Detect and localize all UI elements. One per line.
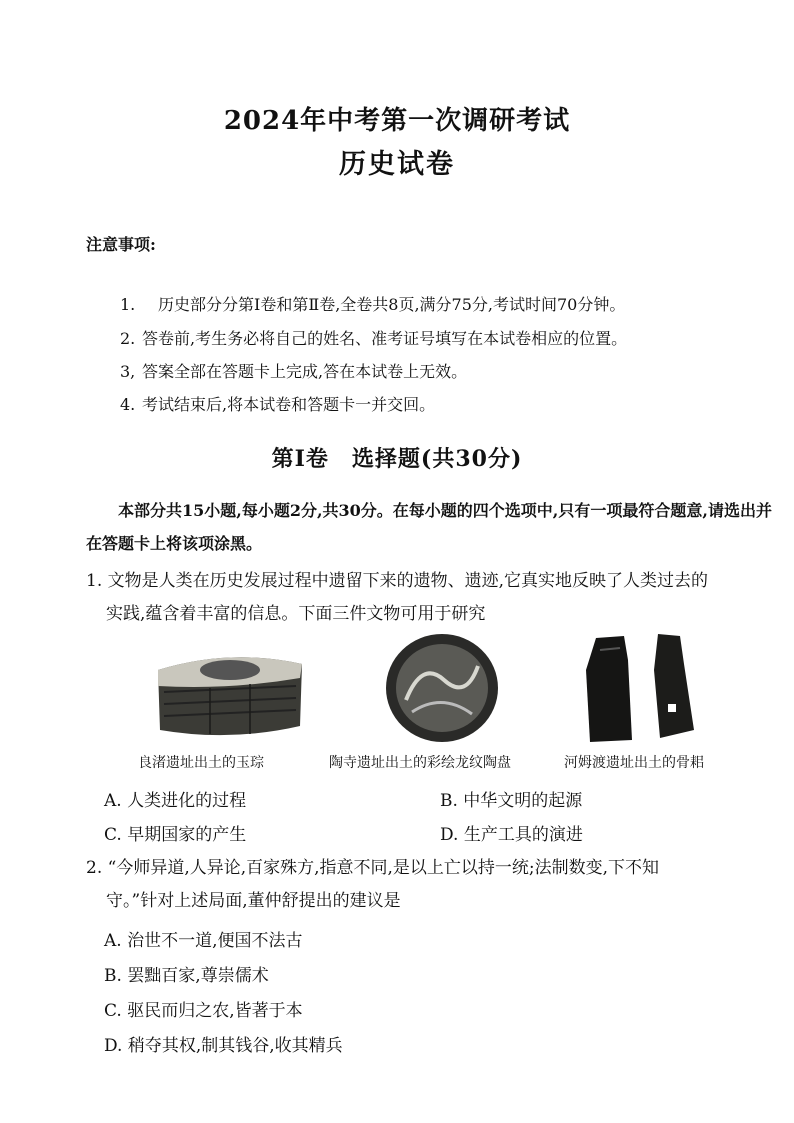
question-2-option-d[interactable]: D. 稍夺其权,制其钱谷,收其精兵 <box>104 1036 343 1056</box>
notice-item-number: 1. <box>120 295 136 314</box>
exam-title: 2024年中考第一次调研考试 <box>223 106 571 136</box>
notice-item-text: 答案全部在答题卡上完成,答在本试卷上无效。 <box>142 362 468 381</box>
section-title: 第Ⅰ卷 选择题(共30分) <box>271 446 523 472</box>
notice-item-number: 4. <box>120 395 136 414</box>
notice-item <box>120 392 435 415</box>
notice-item <box>120 292 625 315</box>
question-2-option-a[interactable]: A. 治世不一道,便国不法古 <box>104 931 303 951</box>
question-2-option-c[interactable]: C. 驱民而归之农,皆著于本 <box>104 1001 303 1021</box>
image-caption: 河姆渡遗址出土的骨耜 <box>564 755 704 771</box>
question-1-line2: 实践,蕴含着丰富的信息。下面三件文物可用于研究 <box>106 604 486 624</box>
question-1-option-a[interactable]: A. 人类进化的过程 <box>104 791 247 811</box>
notice-item <box>120 359 467 382</box>
notice-item-text: 考试结束后,将本试卷和答题卡一并交回。 <box>142 395 436 414</box>
question-2-option-b[interactable]: B. 罢黜百家,尊崇儒术 <box>104 966 269 986</box>
exam-subtitle: 历史试卷 <box>339 149 455 180</box>
section-intro: 本部分共15小题,每小题2分,共30分。在每小题的四个选项中,只有一项最符合题意,请选出并在答题卡上将该项涂黑。 <box>86 501 772 553</box>
image-caption: 陶寺遗址出土的彩绘龙纹陶盘 <box>329 755 511 771</box>
image-caption: 良渚遗址出土的玉琮 <box>138 755 264 771</box>
question-2-line2: 守。”针对上述局面,董仲舒提出的建议是 <box>106 891 401 911</box>
notice-item-text: 答卷前,考生务必将自己的姓名、准考证号填写在本试卷相应的位置。 <box>142 329 628 348</box>
question-2-stem <box>86 852 786 918</box>
painted-pottery-plate-icon <box>382 630 502 745</box>
question-1-option-b[interactable]: B. 中华文明的起源 <box>440 791 583 811</box>
notice-heading: 注意事项: <box>86 235 156 254</box>
notice-item-text: 历史部分分第Ⅰ卷和第Ⅱ卷,全卷共8页,满分75分,考试时间70分钟。 <box>158 295 626 314</box>
bone-spade-icon <box>576 630 716 745</box>
jade-cong-icon <box>150 630 310 745</box>
question-1-stem <box>86 565 786 631</box>
question-1-line1: 1. 文物是人类在历史发展过程中遗留下来的遗物、遗迹,它真实地反映了人类过去的 <box>86 571 709 591</box>
question-2-line1: 2. “今师异道,人异论,百家殊方,指意不同,是以上亡以持一统;法制数变,下不知 <box>86 858 660 878</box>
question-1-option-d[interactable]: D. 生产工具的演进 <box>440 825 583 845</box>
question-1-option-c[interactable]: C. 早期国家的产生 <box>104 825 247 845</box>
notice-item-number: 2. <box>120 329 136 348</box>
notice-item <box>120 326 627 349</box>
notice-item-number: 3, <box>120 362 136 381</box>
